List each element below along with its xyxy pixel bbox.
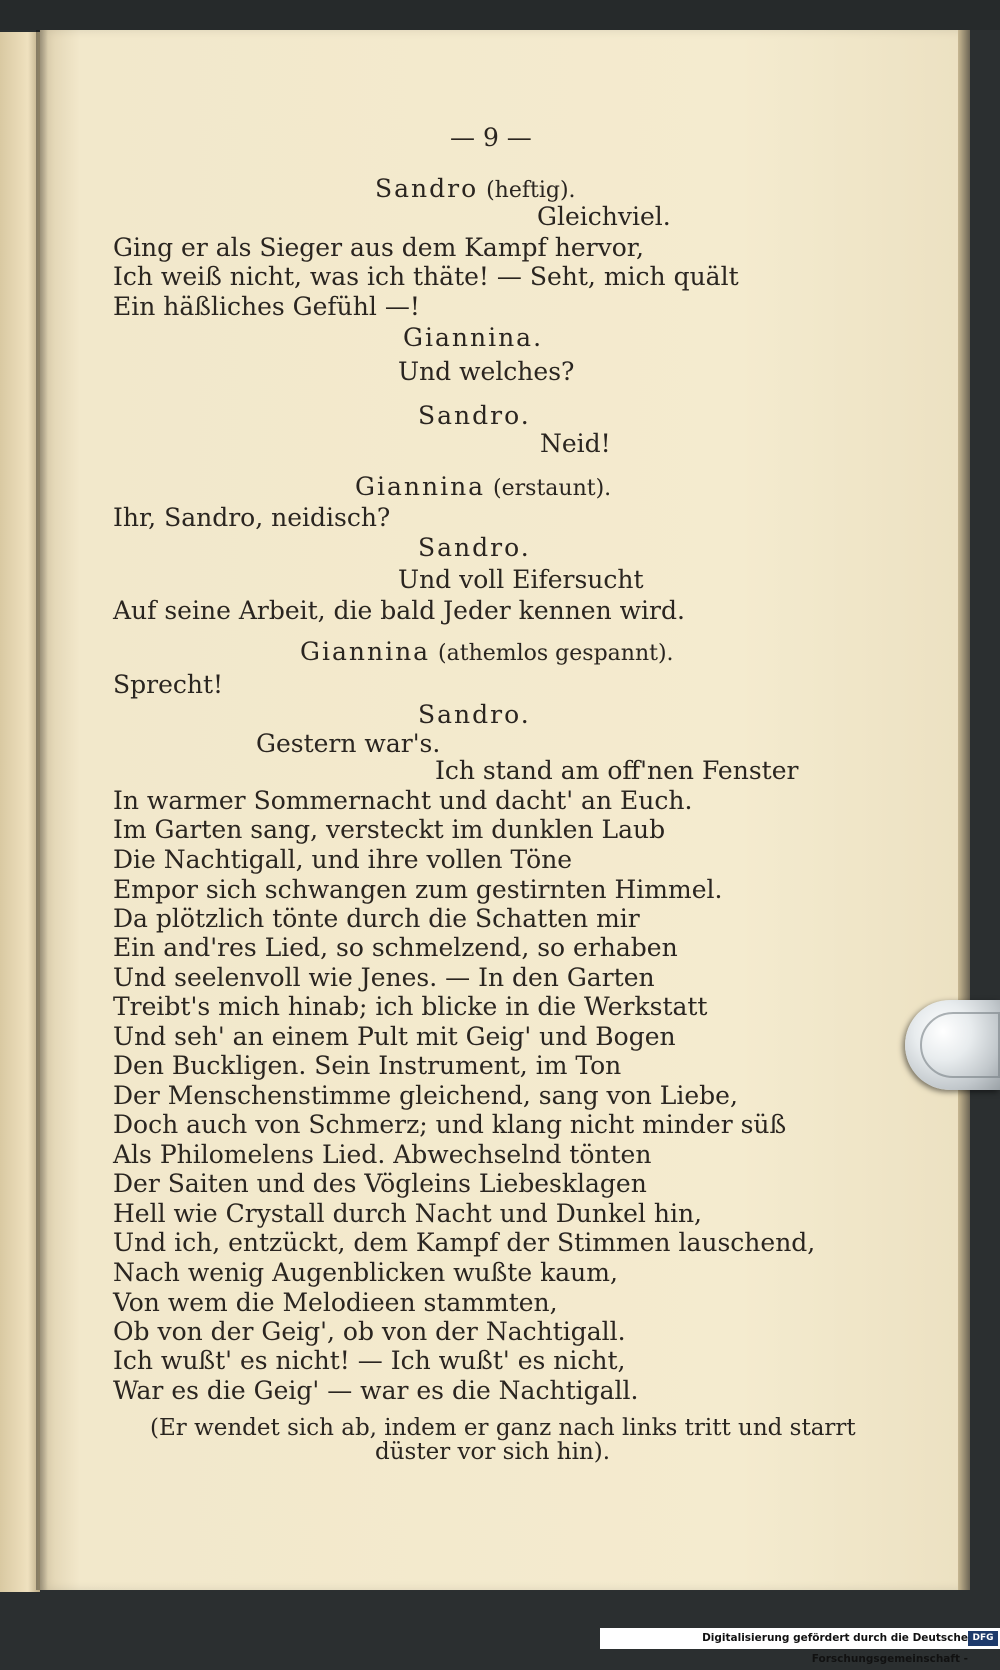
verse-line: Und ich, entzückt, dem Kampf der Stimmen lauschend, [113, 1228, 816, 1257]
stage-direction: düster vor sich hin). [375, 1439, 611, 1465]
stage-direction: (erstaunt). [493, 476, 612, 501]
verse-line: Empor sich schwangen zum gestirnten Himmel. [113, 875, 723, 904]
verse-line: Gleichviel. [537, 202, 671, 231]
verse-line: Und welches? [398, 357, 575, 386]
facing-page-edge [0, 32, 40, 1592]
dfg-logo: DFG [968, 1631, 998, 1646]
speaker-name: Giannina. [403, 323, 544, 352]
speaker-name: Sandro. [418, 401, 531, 430]
verse-line: Ich weiß nicht, was ich thäte! — Seht, mich quält [113, 262, 739, 291]
verse-line: Ihr, Sandro, neidisch? [113, 503, 391, 532]
digitization-credit: Digitalisierung gefördert durch die Deutsche Forschungsgemeinschaft - [600, 1628, 1000, 1649]
verse-line: Treibt's mich hinab; ich blicke in die Werkstatt [113, 992, 708, 1021]
page-number: — 9 — [450, 123, 532, 152]
verse-line: Den Buckligen. Sein Instrument, im Ton [113, 1051, 622, 1080]
speaker-line [300, 637, 674, 669]
verse-line: Sprecht! [113, 670, 224, 699]
verse-line: Und seh' an einem Pult mit Geig' und Bogen [113, 1022, 676, 1051]
verse-line: Im Garten sang, versteckt im dunklen Laub [113, 815, 666, 844]
stage-direction: (Er wendet sich ab, indem er ganz nach links tritt und starrt [150, 1415, 856, 1441]
spine-shadow [36, 30, 48, 1590]
verse-line: Nach wenig Augenblicken wußte kaum, [113, 1258, 618, 1287]
speaker-line [355, 472, 611, 504]
verse-line: Und voll Eifersucht [398, 565, 644, 594]
verse-line: Auf seine Arbeit, die bald Jeder kennen wird. [113, 596, 685, 625]
stage-direction: (athemlos gespannt). [438, 641, 674, 666]
verse-line: Neid! [540, 429, 611, 458]
verse-line: Doch auch von Schmerz; und klang nicht minder süß [113, 1110, 787, 1139]
page-clip-rim [920, 1012, 1000, 1078]
verse-line: Ein and'res Lied, so schmelzend, so erhaben [113, 933, 678, 962]
verse-line: Von wem die Melodieen stammten, [113, 1288, 558, 1317]
verse-line: Ob von der Geig', ob von der Nachtigall. [113, 1317, 626, 1346]
verse-line: Ich wußt' es nicht! — Ich wußt' es nicht, [113, 1346, 626, 1375]
scan-background [0, 0, 1000, 30]
verse-line: In warmer Sommernacht und dacht' an Euch. [113, 786, 693, 815]
verse-line: Ein häßliches Gefühl —! [113, 292, 420, 321]
page-edge-right [958, 30, 970, 1590]
verse-line: Ging er als Sieger aus dem Kampf hervor, [113, 233, 644, 262]
verse-line: Gestern war's. [256, 729, 441, 758]
verse-line: Der Saiten und des Vögleins Liebesklagen [113, 1169, 647, 1198]
verse-line: War es die Geig' — war es die Nachtigall. [113, 1376, 639, 1405]
stage-direction: (heftig). [486, 178, 576, 203]
speaker-name: Giannina [300, 637, 431, 666]
verse-line: Hell wie Crystall durch Nacht und Dunkel hin, [113, 1199, 703, 1228]
verse-line: Als Philomelens Lied. Abwechselnd tönten [113, 1140, 652, 1169]
verse-line: Da plötzlich tönte durch die Schatten mir [113, 904, 640, 933]
speaker-name: Sandro. [418, 700, 531, 729]
speaker-name: Giannina [355, 472, 486, 501]
verse-line: Der Menschenstimme gleichend, sang von Liebe, [113, 1081, 738, 1110]
speaker-name: Sandro. [418, 533, 531, 562]
verse-line: Und seelenvoll wie Jenes. — In den Garten [113, 963, 655, 992]
speaker-name: Sandro [375, 174, 479, 203]
verse-line: Die Nachtigall, und ihre vollen Töne [113, 845, 573, 874]
verse-line: Ich stand am off'nen Fenster [435, 756, 799, 785]
